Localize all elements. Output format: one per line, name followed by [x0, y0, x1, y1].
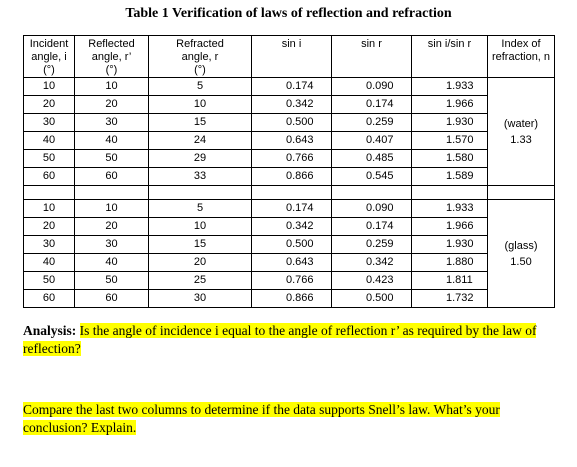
refracted-cell: 10 [149, 96, 252, 114]
refracted-cell: 15 [149, 236, 252, 254]
refracted-cell: 29 [149, 150, 252, 168]
sin-r-cell: 0.407 [332, 132, 412, 150]
sin-i-cell: 0.174 [252, 200, 332, 218]
sin-i-cell: 0.500 [252, 114, 332, 132]
refracted-cell: 15 [149, 114, 252, 132]
sin-i-cell: 0.766 [252, 272, 332, 290]
glass-medium-label: (glass) [504, 239, 538, 252]
ratio-cell: 1.930 [412, 236, 488, 254]
ratio-cell: 1.933 [412, 200, 488, 218]
reflected-cell: 60 [75, 168, 149, 186]
question-1-text: Is the angle of incidence i equal to the angle of reflection r’ as required by the law of reflection? [23, 323, 537, 356]
sin-r-cell: 0.485 [332, 150, 412, 168]
table-row [24, 114, 555, 132]
sin-i-cell: 0.342 [252, 218, 332, 236]
header-ratio: sin i/sin r [412, 36, 488, 78]
water-index-cell [488, 78, 555, 186]
sin-i-cell: 0.643 [252, 132, 332, 150]
sin-r-cell: 0.259 [332, 236, 412, 254]
sin-i-cell: 0.866 [252, 168, 332, 186]
analysis-label: Analysis: [23, 323, 77, 338]
ratio-cell: 1.880 [412, 254, 488, 272]
table-row [24, 236, 555, 254]
table-row [24, 254, 555, 272]
sin-r-cell: 0.545 [332, 168, 412, 186]
ratio-cell: 1.580 [412, 150, 488, 168]
header-reflected: Reflected angle, r’ (°) [75, 36, 149, 78]
question-2-text: Compare the last two columns to determine if the data supports Snell’s law. What’s your conclusion? Explain. [23, 402, 500, 435]
incident-cell: 40 [24, 132, 75, 150]
sin-r-cell: 0.423 [332, 272, 412, 290]
glass-rows [24, 200, 555, 308]
reflected-cell: 40 [75, 132, 149, 150]
ratio-cell: 1.732 [412, 290, 488, 308]
header-index: Index of refraction, n [488, 36, 555, 78]
reflected-cell: 10 [75, 78, 149, 96]
incident-cell: 30 [24, 236, 75, 254]
reflected-cell: 30 [75, 114, 149, 132]
ratio-cell: 1.811 [412, 272, 488, 290]
reflected-cell: 10 [75, 200, 149, 218]
refracted-cell: 25 [149, 272, 252, 290]
ratio-cell: 1.966 [412, 218, 488, 236]
table-row [24, 96, 555, 114]
table-title: Table 1 Verification of laws of reflection and refraction [125, 6, 452, 21]
incident-cell: 40 [24, 254, 75, 272]
spacer-row [24, 186, 555, 200]
ratio-cell: 1.570 [412, 132, 488, 150]
sin-r-cell: 0.342 [332, 254, 412, 272]
reflected-cell: 30 [75, 236, 149, 254]
glass-index-value: 1.50 [510, 255, 532, 268]
incident-cell: 20 [24, 218, 75, 236]
sin-r-cell: 0.259 [332, 114, 412, 132]
reflected-cell: 60 [75, 290, 149, 308]
sin-i-cell: 0.342 [252, 96, 332, 114]
analysis-question-1 [23, 322, 563, 358]
incident-cell: 30 [24, 114, 75, 132]
sin-i-cell: 0.500 [252, 236, 332, 254]
sin-r-cell: 0.500 [332, 290, 412, 308]
header-incident: Incident angle, i (°) [24, 36, 75, 78]
refracted-cell: 5 [149, 200, 252, 218]
ratio-cell: 1.966 [412, 96, 488, 114]
refracted-cell: 20 [149, 254, 252, 272]
reflected-cell: 50 [75, 272, 149, 290]
table-row [24, 200, 555, 218]
reflected-cell: 20 [75, 218, 149, 236]
ratio-cell: 1.930 [412, 114, 488, 132]
header-sin-i: sin i [252, 36, 332, 78]
header-row [24, 36, 555, 78]
incident-cell: 60 [24, 290, 75, 308]
header-sin-r: sin r [332, 36, 412, 78]
table-row [24, 272, 555, 290]
water-medium-label: (water) [503, 117, 539, 130]
table-row [24, 78, 555, 96]
reflected-cell: 50 [75, 150, 149, 168]
incident-cell: 10 [24, 200, 75, 218]
incident-cell: 50 [24, 150, 75, 168]
incident-cell: 60 [24, 168, 75, 186]
table-row [24, 218, 555, 236]
sin-r-cell: 0.174 [332, 96, 412, 114]
incident-cell: 10 [24, 78, 75, 96]
ratio-cell: 1.933 [412, 78, 488, 96]
refracted-cell: 10 [149, 218, 252, 236]
table-row [24, 132, 555, 150]
analysis-question-2 [23, 401, 563, 437]
ratio-cell: 1.589 [412, 168, 488, 186]
refracted-cell: 24 [149, 132, 252, 150]
sin-r-cell: 0.174 [332, 218, 412, 236]
data-table [23, 35, 555, 308]
glass-index-cell [488, 200, 555, 308]
sin-i-cell: 0.866 [252, 290, 332, 308]
refracted-cell: 33 [149, 168, 252, 186]
reflected-cell: 40 [75, 254, 149, 272]
reflected-cell: 20 [75, 96, 149, 114]
sin-i-cell: 0.766 [252, 150, 332, 168]
incident-cell: 20 [24, 96, 75, 114]
water-rows [24, 78, 555, 186]
refracted-cell: 5 [149, 78, 252, 96]
sin-i-cell: 0.643 [252, 254, 332, 272]
sin-i-cell: 0.174 [252, 78, 332, 96]
table-row [24, 150, 555, 168]
sin-r-cell: 0.090 [332, 78, 412, 96]
header-refracted: Refracted angle, r (°) [149, 36, 252, 78]
table-row [24, 290, 555, 308]
incident-cell: 50 [24, 272, 75, 290]
sin-r-cell: 0.090 [332, 200, 412, 218]
water-index-value: 1.33 [510, 133, 532, 146]
table-row [24, 168, 555, 186]
refracted-cell: 30 [149, 290, 252, 308]
